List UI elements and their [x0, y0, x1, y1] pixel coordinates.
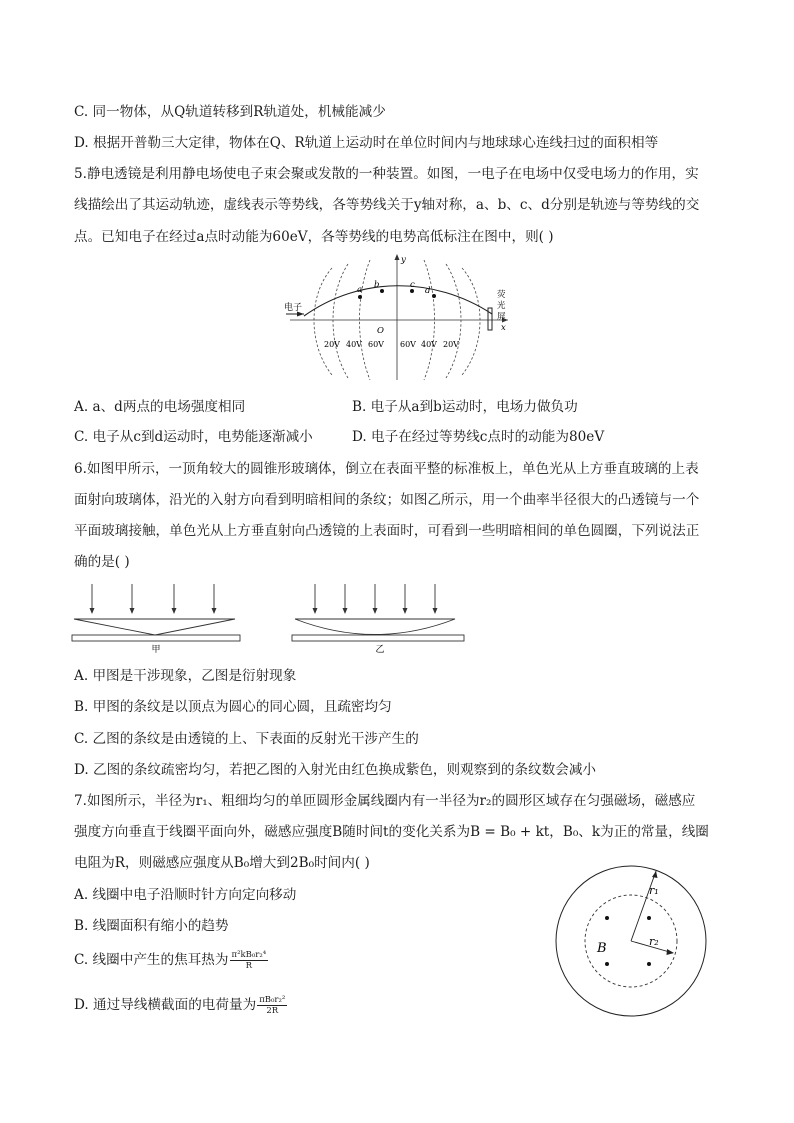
q7-option-a: A. 线圈中电子沿顺时针方向定向移动 — [74, 887, 297, 903]
point-d — [432, 294, 436, 298]
q4-option-c: C. 同一物体，从Q轨道转移到R轨道处，机械能减少 — [74, 104, 386, 120]
fraction-denominator: R — [245, 961, 253, 971]
charge-fraction — [257, 995, 287, 1016]
glass-plate-yi — [292, 635, 464, 641]
label-jia: 甲 — [151, 645, 161, 655]
label-b: b — [374, 280, 380, 290]
q7-stem-line-2: 强度方向垂直于线圈平面向外，磁感应强度B随时间t的变化关系为B = B₀ + kt，B₀、k为正的常量，线圈 — [74, 824, 709, 840]
q6-stem-line-1: 6.如图甲所示，一顶角较大的圆锥形玻璃体，倒立在表面平整的标准板上，单色光从上方垂直玻璃的上表 — [74, 461, 699, 477]
cone-glass — [74, 619, 235, 635]
q6-option-a: A. 甲图是干涉现象，乙图是衍射现象 — [74, 668, 297, 684]
q7-stem-line-3: 电阻为R，则磁感应强度从B₀增大到2B₀时间内( ) — [74, 855, 370, 871]
interference-figure — [70, 580, 470, 655]
q7-option-c — [74, 950, 268, 971]
potential-label: 60V — [368, 340, 384, 349]
label-y: y — [401, 255, 406, 265]
convex-lens — [295, 619, 455, 635]
field-dot — [605, 962, 609, 966]
q7-option-d — [74, 995, 287, 1016]
q5-stem-line-3: 点。已知电子在经过a点时动能为60eV，各等势线的电势高低标注在图中，则( ) — [74, 229, 554, 245]
label-b-field: B — [597, 941, 607, 956]
standard-plate-jia — [72, 635, 240, 641]
q6-option-b: B. 甲图的条纹是以顶点为圆心的同心圆，且疏密均匀 — [74, 699, 392, 715]
label-origin: O — [377, 326, 384, 336]
potential-label: 20V — [324, 340, 340, 349]
label-c: c — [410, 280, 415, 290]
screen-label-1: 荧 — [497, 290, 506, 300]
q5-option-c: C. 电子从c到d运动时，电势能逐渐减小 — [74, 429, 313, 445]
figure-jia-arrows — [92, 584, 214, 610]
q7-option-d-prefix: D. 通过导线横截面的电荷量为 — [74, 997, 257, 1013]
figure-jia-arrowheads — [90, 608, 217, 614]
q6-stem-line-4: 确的是( ) — [74, 554, 130, 570]
field-dot — [647, 962, 651, 966]
field-dots — [605, 916, 651, 966]
point-a — [358, 295, 362, 299]
joule-heat-fraction — [230, 950, 269, 971]
electron-trajectory — [304, 286, 492, 316]
label-a: a — [357, 285, 363, 295]
q5-stem-line-1: 5.静电透镜是利用静电场使电子束会聚或发散的一种装置。如图，一电子在电场中仅受电场力的作用，实 — [74, 166, 699, 182]
q5-option-a: A. a、d两点的电场强度相同 — [74, 399, 246, 415]
label-x: x — [501, 323, 506, 333]
field-dot — [647, 916, 651, 920]
q6-stem-line-2: 面射向玻璃体，沿光的入射方向看到明暗相间的条纹；如图乙所示，用一个曲率半径很大的凸透镜与一个 — [74, 492, 700, 508]
q7-option-b: B. 线圈面积有缩小的趋势 — [74, 918, 229, 934]
label-r1: r₁ — [649, 884, 659, 897]
field-dot — [605, 916, 609, 920]
q7-stem-line-1: 7.如图所示，半径为r₁、粗细均匀的单匝圆形金属线圈内有一半径为r₂的圆形区域存在匀强磁场，磁感应 — [74, 793, 696, 809]
q7-option-c-prefix: C. 线圈中产生的焦耳热为 — [74, 952, 229, 968]
screen-label-2: 光 — [497, 301, 506, 311]
fraction-denominator: 2R — [266, 1006, 279, 1016]
potential-label: 60V — [400, 340, 416, 349]
potential-label: 40V — [346, 340, 362, 349]
label-d: d — [425, 286, 431, 296]
q5-option-b: B. 电子从a到b运动时，电场力做负功 — [352, 399, 578, 415]
label-yi: 乙 — [375, 645, 385, 655]
r1-arrow-icon — [652, 871, 658, 878]
figure-yi-arrowheads — [313, 608, 438, 614]
fraction-numerator: πB₀r₂² — [259, 995, 286, 1005]
r2-arrow-icon — [667, 949, 675, 955]
potential-labels — [324, 340, 459, 349]
screen-label-3: 屏 — [497, 312, 506, 322]
y-axis-arrow-icon — [395, 254, 400, 260]
potential-label: 40V — [421, 340, 437, 349]
label-r2: r₂ — [649, 935, 659, 948]
q5-stem-line-2: 线描绘出了其运动轨迹，虚线表示等势线，各等势线关于y轴对称，a、b、c、d分别是轨迹与等势线的交 — [74, 197, 700, 213]
electrostatic-lens-figure — [280, 250, 520, 385]
q5-option-d: D. 电子在经过等势线c点时的动能为80eV — [352, 429, 605, 445]
q6-option-d: D. 乙图的条纹疏密均匀，若把乙图的入射光由红色换成紫色，则观察到的条纹数会减小 — [74, 762, 597, 778]
fraction-numerator: π²kB₀r₂⁴ — [231, 950, 267, 960]
point-b — [380, 289, 384, 293]
q4-option-d: D. 根据开普勒三大定律，物体在Q、R轨道上运动时在单位时间内与地球球心连线扫过的面积相等 — [74, 135, 659, 151]
coil-magnetic-field-figure — [553, 856, 723, 1026]
figure-yi-arrows — [315, 584, 435, 610]
q6-option-c: C. 乙图的条纹是由透镜的上、下表面的反射光干涉产生的 — [74, 731, 419, 747]
radius-r1 — [631, 871, 656, 941]
electron-label: 电子 — [284, 303, 303, 313]
q6-stem-line-3: 平面玻璃接触，单色光从上方垂直射向凸透镜的上表面时，可看到一些明暗相间的单色圆圈，下列说法正 — [74, 523, 700, 539]
potential-label: 20V — [443, 340, 459, 349]
